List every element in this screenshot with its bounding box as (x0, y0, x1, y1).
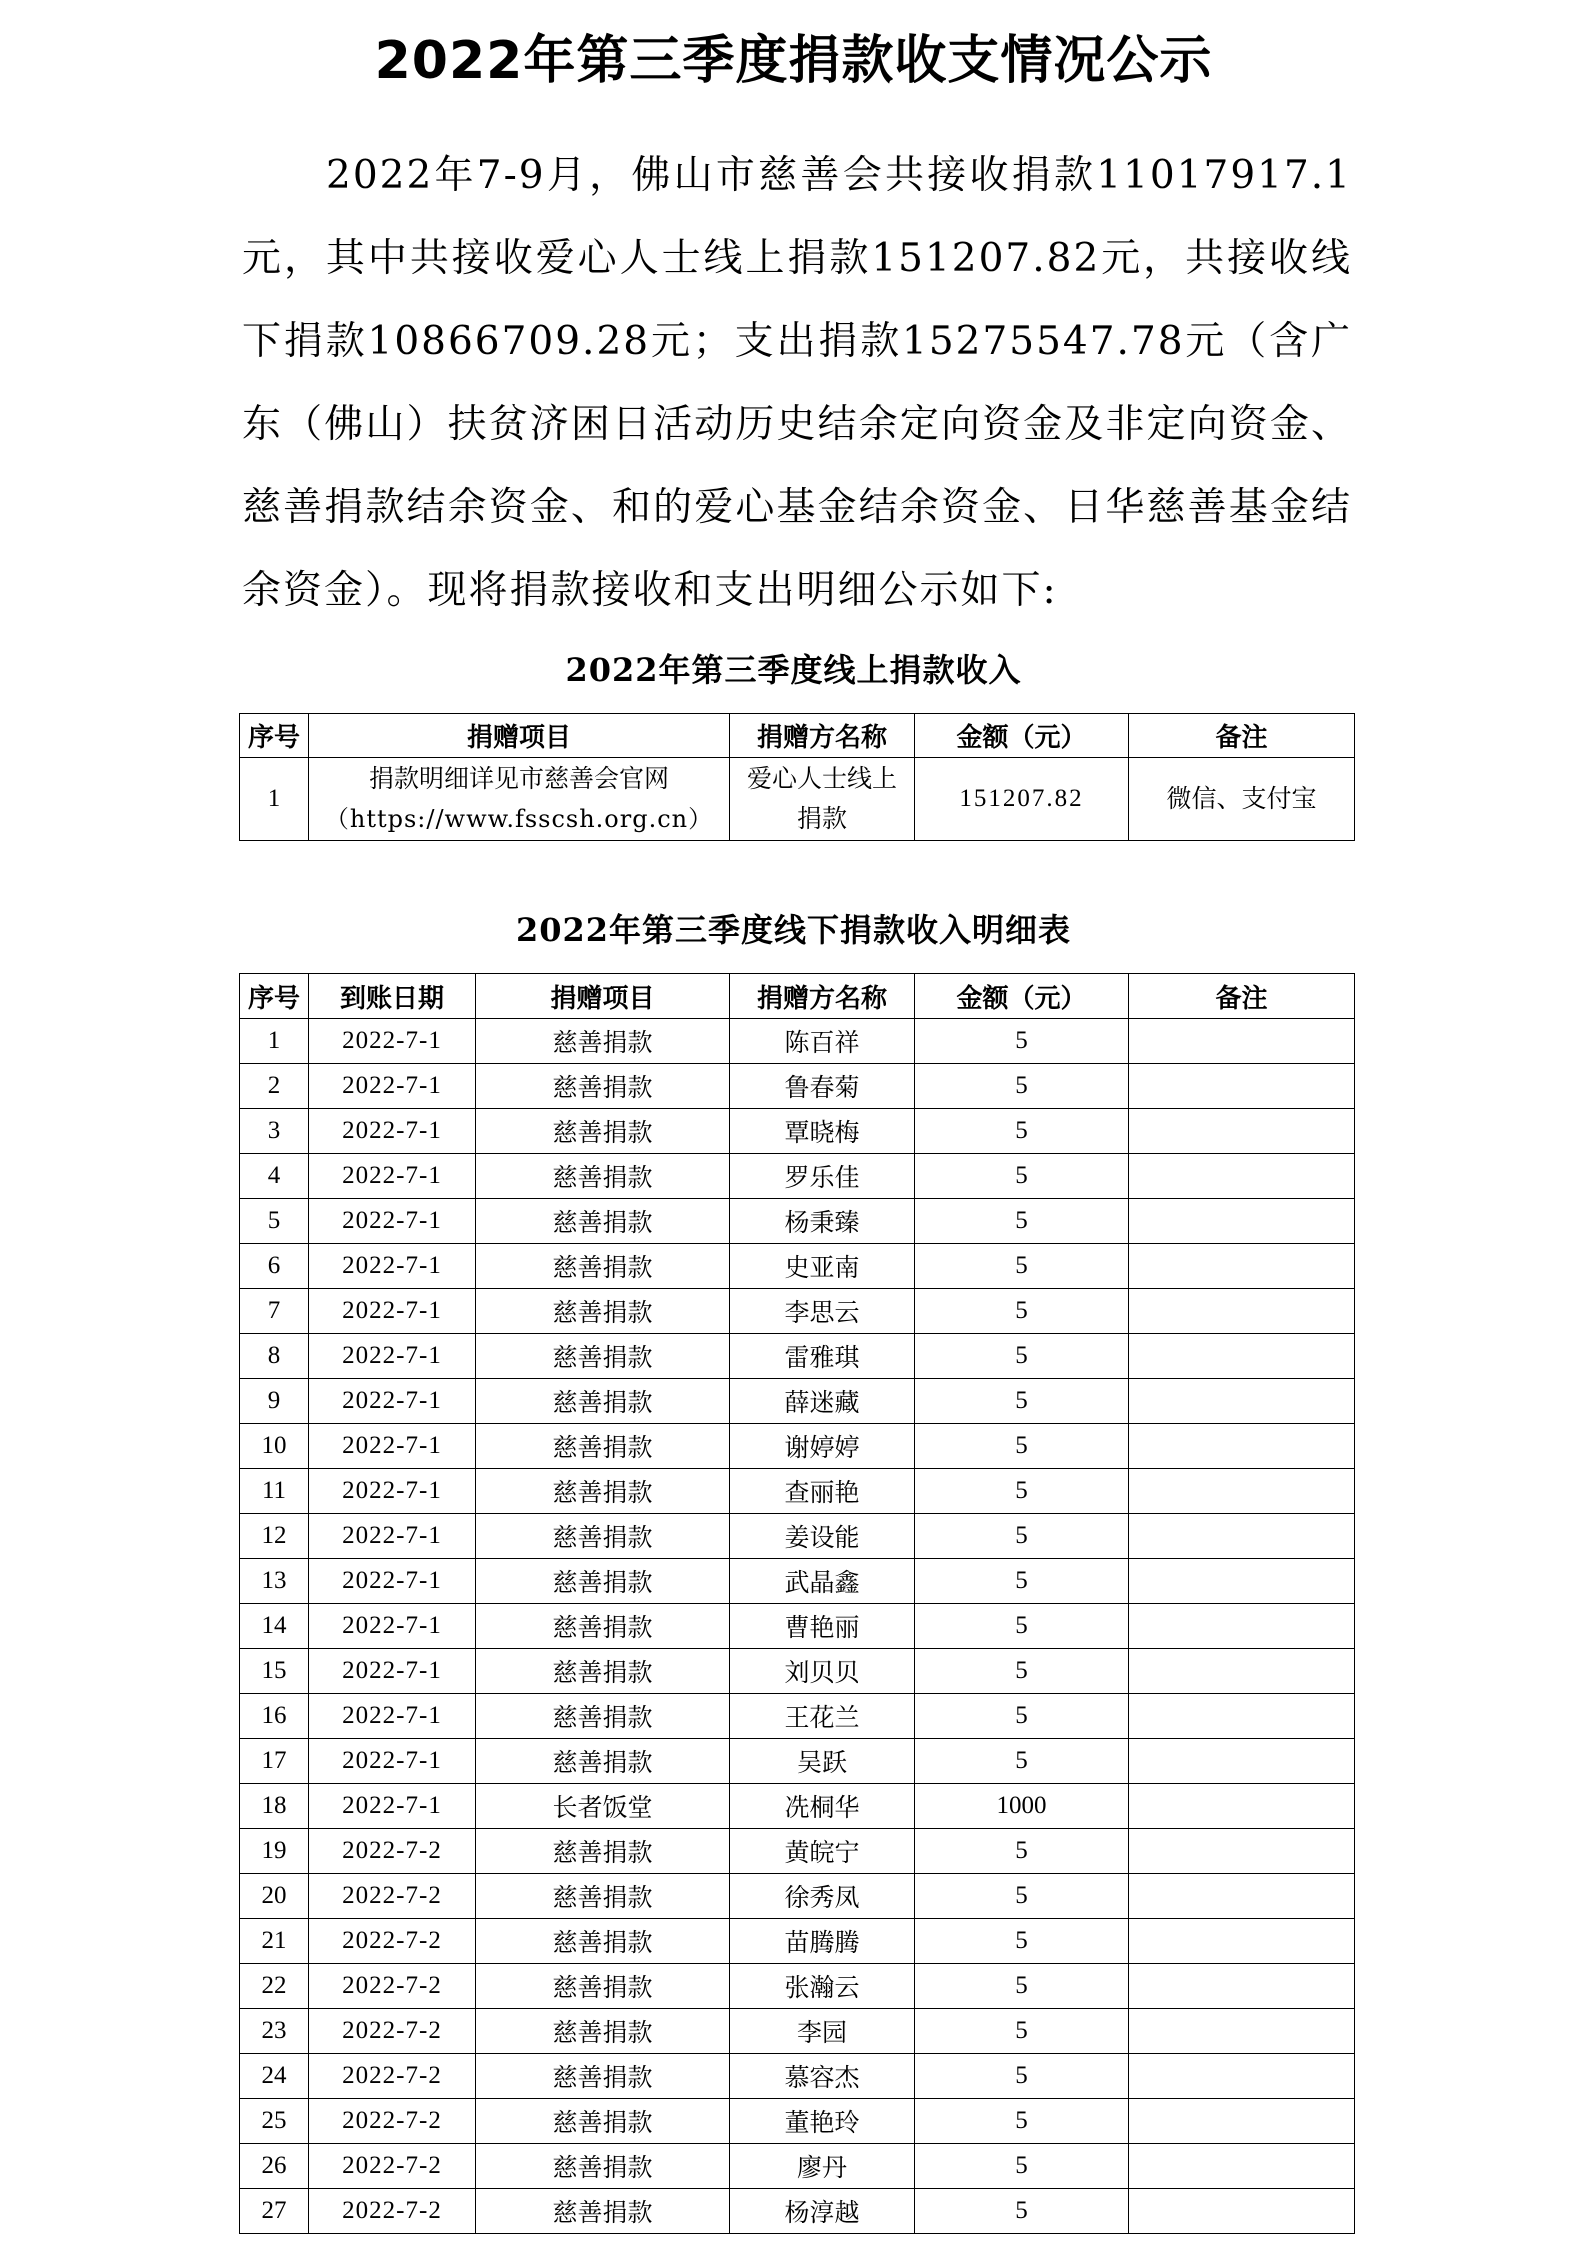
amount-cell: 5 (915, 1739, 1129, 1784)
row-number: 4 (240, 1154, 309, 1199)
table-row (240, 1919, 1355, 1964)
row-number: 22 (240, 1964, 309, 2009)
date-cell: 2022-7-1 (309, 1019, 476, 1064)
table-row (240, 2099, 1355, 2144)
donor-cell: 吴跃 (730, 1739, 915, 1784)
table-row (240, 1874, 1355, 1919)
note-cell (1129, 1649, 1355, 1694)
amount-cell: 5 (915, 1379, 1129, 1424)
row-number: 9 (240, 1379, 309, 1424)
table-row (240, 1739, 1355, 1784)
donor-cell: 廖丹 (730, 2144, 915, 2189)
amount-cell: 5 (915, 2189, 1129, 2234)
date-cell: 2022-7-1 (309, 1739, 476, 1784)
project-cell: 慈善捐款 (476, 1739, 730, 1784)
row-number: 3 (240, 1109, 309, 1154)
table-row (240, 1289, 1355, 1334)
date-cell: 2022-7-1 (309, 1244, 476, 1289)
donor-cell: 黄皖宁 (730, 1829, 915, 1874)
note-cell (1129, 1964, 1355, 2009)
amount-cell: 5 (915, 1964, 1129, 2009)
date-cell: 2022-7-1 (309, 1109, 476, 1154)
row-number: 16 (240, 1694, 309, 1739)
date-cell: 2022-7-2 (309, 2144, 476, 2189)
project-cell: 慈善捐款 (476, 2009, 730, 2054)
amount-cell: 5 (915, 2054, 1129, 2099)
table-row (240, 1784, 1355, 1829)
donor-cell: 徐秀凤 (730, 1874, 915, 1919)
donor-cell: 曹艳丽 (730, 1604, 915, 1649)
amount-cell: 5 (915, 1829, 1129, 1874)
date-cell: 2022-7-2 (309, 1919, 476, 1964)
header-cell: 金额（元） (915, 974, 1129, 1019)
project-cell: 慈善捐款 (476, 1649, 730, 1694)
project-line: 捐款明细详见市慈善会官网 (368, 764, 669, 793)
online-table-title: 2022年第三季度线上捐款收入 (565, 651, 1022, 689)
date-cell: 2022-7-1 (309, 1424, 476, 1469)
note-cell (1129, 1874, 1355, 1919)
project-cell: 慈善捐款 (476, 1289, 730, 1334)
amount-cell: 5 (915, 1919, 1129, 1964)
note-cell (1129, 2189, 1355, 2234)
row-number: 12 (240, 1514, 309, 1559)
project-cell (309, 758, 730, 841)
project-cell: 慈善捐款 (476, 1559, 730, 1604)
row-number: 19 (240, 1829, 309, 1874)
project-cell: 慈善捐款 (476, 1109, 730, 1154)
note-cell (1129, 1109, 1355, 1154)
donor-cell: 张瀚云 (730, 1964, 915, 2009)
header-cell: 捐赠项目 (309, 714, 730, 758)
amount-cell: 151207.82 (915, 758, 1129, 841)
donor-cell: 武晶鑫 (730, 1559, 915, 1604)
date-cell: 2022-7-1 (309, 1154, 476, 1199)
date-cell: 2022-7-2 (309, 2099, 476, 2144)
note-cell (1129, 1919, 1355, 1964)
header-cell: 到账日期 (309, 974, 476, 1019)
row-number: 6 (240, 1244, 309, 1289)
donor-cell: 姜设能 (730, 1514, 915, 1559)
row-number: 15 (240, 1649, 309, 1694)
table-row (240, 2189, 1355, 2234)
note-cell (1129, 2009, 1355, 2054)
donor-cell: 史亚南 (730, 1244, 915, 1289)
amount-cell: 5 (915, 1604, 1129, 1649)
row-number: 23 (240, 2009, 309, 2054)
amount-cell: 5 (915, 1109, 1129, 1154)
date-cell: 2022-7-2 (309, 2189, 476, 2234)
row-number: 7 (240, 1289, 309, 1334)
note-cell (1129, 1514, 1355, 1559)
header-cell: 捐赠方名称 (730, 714, 915, 758)
amount-cell: 5 (915, 1334, 1129, 1379)
note-cell (1129, 1784, 1355, 1829)
website-link[interactable]: （https://www.fsscsh.org.cn） (324, 805, 714, 833)
donor-cell: 杨淳越 (730, 2189, 915, 2234)
table-row (240, 2054, 1355, 2099)
table-row (240, 1109, 1355, 1154)
project-cell: 慈善捐款 (476, 1469, 730, 1514)
project-cell: 慈善捐款 (476, 1424, 730, 1469)
project-cell: 慈善捐款 (476, 1379, 730, 1424)
table-row (240, 1379, 1355, 1424)
header-cell: 备注 (1129, 974, 1355, 1019)
note-cell (1129, 1469, 1355, 1514)
note-cell (1129, 2054, 1355, 2099)
amount-cell: 5 (915, 1559, 1129, 1604)
donor-cell: 薛迷藏 (730, 1379, 915, 1424)
note-cell (1129, 2144, 1355, 2189)
donor-cell: 覃晓梅 (730, 1109, 915, 1154)
note-cell (1129, 2099, 1355, 2144)
amount-cell: 5 (915, 1244, 1129, 1289)
row-number: 1 (240, 1019, 309, 1064)
table-row (240, 2144, 1355, 2189)
table-row (240, 1424, 1355, 1469)
project-cell: 慈善捐款 (476, 1244, 730, 1289)
note-cell (1129, 1019, 1355, 1064)
donor-cell: 谢婷婷 (730, 1424, 915, 1469)
header-cell: 捐赠项目 (476, 974, 730, 1019)
note-cell (1129, 1694, 1355, 1739)
note-cell (1129, 1379, 1355, 1424)
note-cell (1129, 1829, 1355, 1874)
project-cell: 慈善捐款 (476, 1154, 730, 1199)
row-number: 27 (240, 2189, 309, 2234)
amount-cell: 5 (915, 1649, 1129, 1694)
table-row (240, 1964, 1355, 2009)
row-number: 24 (240, 2054, 309, 2099)
date-cell: 2022-7-1 (309, 1334, 476, 1379)
row-number: 25 (240, 2099, 309, 2144)
donor-cell: 王花兰 (730, 1694, 915, 1739)
page-title: 2022年第三季度捐款收支情况公示 (374, 31, 1213, 91)
donor-cell: 雷雅琪 (730, 1334, 915, 1379)
amount-cell: 5 (915, 1289, 1129, 1334)
amount-cell: 5 (915, 2099, 1129, 2144)
project-cell: 慈善捐款 (476, 1964, 730, 2009)
donor-cell: 董艳玲 (730, 2099, 915, 2144)
date-cell: 2022-7-1 (309, 1289, 476, 1334)
note-cell: 微信、支付宝 (1129, 758, 1355, 841)
amount-cell: 5 (915, 2144, 1129, 2189)
project-cell: 长者饭堂 (476, 1784, 730, 1829)
project-cell: 慈善捐款 (476, 2054, 730, 2099)
header-cell: 序号 (240, 714, 309, 758)
row-number: 11 (240, 1469, 309, 1514)
donor-cell: 查丽艳 (730, 1469, 915, 1514)
row-number: 1 (240, 758, 309, 841)
row-number: 5 (240, 1199, 309, 1244)
project-cell: 慈善捐款 (476, 1694, 730, 1739)
offline-donation-table (239, 973, 1355, 2234)
header-cell: 金额（元） (915, 714, 1129, 758)
date-cell: 2022-7-1 (309, 1064, 476, 1109)
date-cell: 2022-7-2 (309, 2054, 476, 2099)
table-header-row (240, 974, 1355, 1019)
online-donation-table (239, 713, 1355, 841)
project-cell: 慈善捐款 (476, 1604, 730, 1649)
row-number: 26 (240, 2144, 309, 2189)
date-cell: 2022-7-2 (309, 1829, 476, 1874)
donor-cell: 冼桐华 (730, 1784, 915, 1829)
row-number: 21 (240, 1919, 309, 1964)
date-cell: 2022-7-2 (309, 2009, 476, 2054)
header-cell: 备注 (1129, 714, 1355, 758)
row-number: 14 (240, 1604, 309, 1649)
date-cell: 2022-7-1 (309, 1514, 476, 1559)
table-row (240, 1244, 1355, 1289)
project-cell: 慈善捐款 (476, 1064, 730, 1109)
project-cell: 慈善捐款 (476, 2099, 730, 2144)
note-cell (1129, 1244, 1355, 1289)
project-cell: 慈善捐款 (476, 1199, 730, 1244)
row-number: 13 (240, 1559, 309, 1604)
amount-cell: 1000 (915, 1784, 1129, 1829)
project-cell: 慈善捐款 (476, 1334, 730, 1379)
table-row (240, 1334, 1355, 1379)
amount-cell: 5 (915, 1874, 1129, 1919)
project-cell: 慈善捐款 (476, 1829, 730, 1874)
project-cell: 慈善捐款 (476, 2189, 730, 2234)
date-cell: 2022-7-1 (309, 1379, 476, 1424)
table-row (240, 2009, 1355, 2054)
date-cell: 2022-7-1 (309, 1559, 476, 1604)
amount-cell: 5 (915, 1154, 1129, 1199)
row-number: 18 (240, 1784, 309, 1829)
date-cell: 2022-7-1 (309, 1694, 476, 1739)
donor-cell: 鲁春菊 (730, 1064, 915, 1109)
amount-cell: 5 (915, 1019, 1129, 1064)
table-header-row (240, 714, 1355, 758)
donor-cell: 杨秉臻 (730, 1199, 915, 1244)
donor-cell: 罗乐佳 (730, 1154, 915, 1199)
row-number: 10 (240, 1424, 309, 1469)
table-row (240, 1469, 1355, 1514)
table-row (240, 1019, 1355, 1064)
offline-table-title: 2022年第三季度线下捐款收入明细表 (515, 911, 1072, 949)
table-row (240, 1514, 1355, 1559)
header-cell: 序号 (240, 974, 309, 1019)
note-cell (1129, 1559, 1355, 1604)
table-row (240, 1199, 1355, 1244)
table-row (240, 1694, 1355, 1739)
date-cell: 2022-7-1 (309, 1199, 476, 1244)
date-cell: 2022-7-2 (309, 1874, 476, 1919)
table-row (240, 1064, 1355, 1109)
note-cell (1129, 1199, 1355, 1244)
row-number: 2 (240, 1064, 309, 1109)
header-cell: 捐赠方名称 (730, 974, 915, 1019)
amount-cell: 5 (915, 1694, 1129, 1739)
amount-cell: 5 (915, 1064, 1129, 1109)
donor-cell: 爱心人士线上捐款 (730, 758, 915, 841)
donor-cell: 慕容杰 (730, 2054, 915, 2099)
project-cell: 慈善捐款 (476, 1874, 730, 1919)
note-cell (1129, 1739, 1355, 1784)
table-row (240, 758, 1355, 841)
table-row (240, 1559, 1355, 1604)
project-cell: 慈善捐款 (476, 1514, 730, 1559)
row-number: 8 (240, 1334, 309, 1379)
note-cell (1129, 1604, 1355, 1649)
amount-cell: 5 (915, 1199, 1129, 1244)
amount-cell: 5 (915, 2009, 1129, 2054)
date-cell: 2022-7-2 (309, 1964, 476, 2009)
project-cell: 慈善捐款 (476, 2144, 730, 2189)
donor-cell: 李园 (730, 2009, 915, 2054)
donor-cell: 李思云 (730, 1289, 915, 1334)
row-number: 17 (240, 1739, 309, 1784)
note-cell (1129, 1289, 1355, 1334)
intro-paragraph: 2022年7-9月，佛山市慈善会共接收捐款11017917.1元，其中共接收爱心人士线上捐款151207.82元，共接收线下捐款10866709.28元；支出捐款15275547.78元（含广东（佛山）扶贫济困日活动历史结余定向资金及非定向资金、慈善捐款结余资金、和的爱心基金结余资金、日华慈善基金结余资金）。现将捐款接收和支出明细公示如下: (242, 153, 1352, 613)
table-row (240, 1154, 1355, 1199)
table-row (240, 1649, 1355, 1694)
date-cell: 2022-7-1 (309, 1649, 476, 1694)
donor-cell: 苗腾腾 (730, 1919, 915, 1964)
project-cell: 慈善捐款 (476, 1019, 730, 1064)
date-cell: 2022-7-1 (309, 1604, 476, 1649)
donor-cell: 陈百祥 (730, 1019, 915, 1064)
amount-cell: 5 (915, 1424, 1129, 1469)
date-cell: 2022-7-1 (309, 1784, 476, 1829)
project-cell: 慈善捐款 (476, 1919, 730, 1964)
note-cell (1129, 1154, 1355, 1199)
table-row (240, 1604, 1355, 1649)
note-cell (1129, 1334, 1355, 1379)
table-row (240, 1829, 1355, 1874)
amount-cell: 5 (915, 1469, 1129, 1514)
note-cell (1129, 1424, 1355, 1469)
donor-cell: 刘贝贝 (730, 1649, 915, 1694)
note-cell (1129, 1064, 1355, 1109)
row-number: 20 (240, 1874, 309, 1919)
date-cell: 2022-7-1 (309, 1469, 476, 1514)
amount-cell: 5 (915, 1514, 1129, 1559)
